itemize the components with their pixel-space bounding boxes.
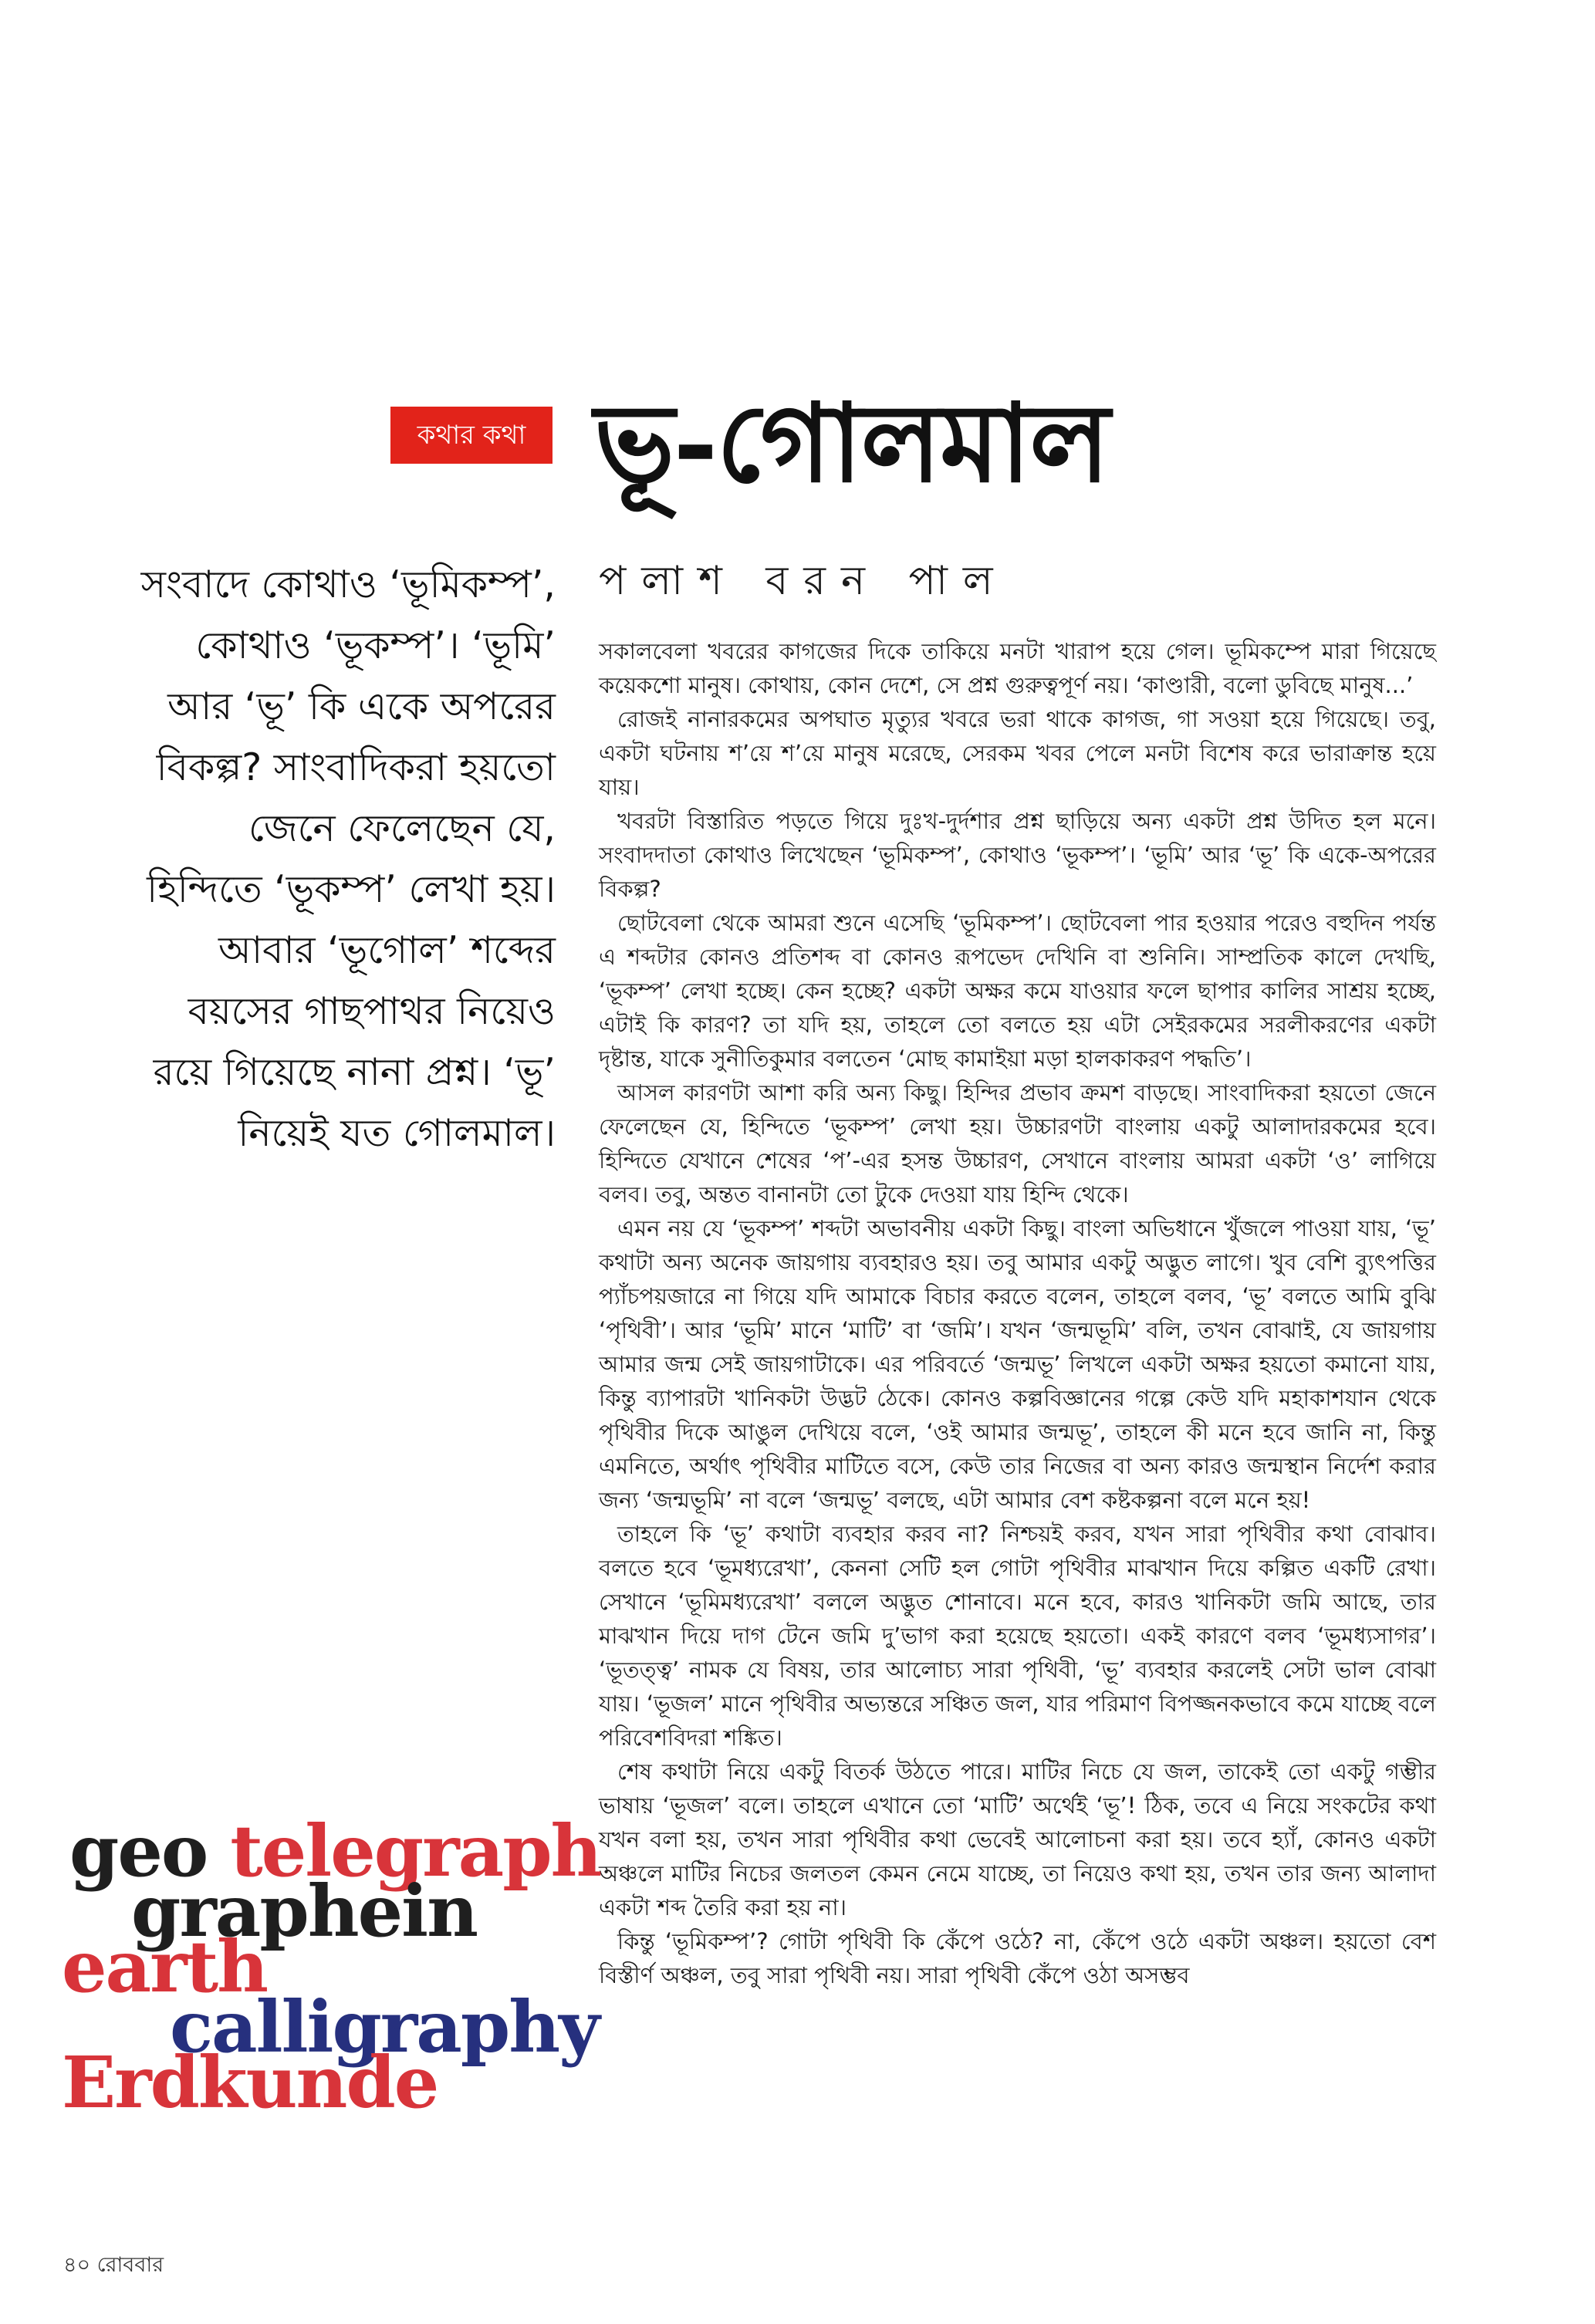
pull-quote: সংবাদে কোথাও ‘ভূমিকম্প’, কোথাও ‘ভূকম্প’। ‘ভূমি’ আর ‘ভূ’ কি একে অপরের বিকল্প? সাংবাদিকরা হয়তো জেনে ফেলেছেন যে, হিন্দিতে ‘ভূকম্প’ লেখা হয়। আবার ‘ভূগোল’ শব্দের বয়সের গাছপাথর নিয়েও রয়ে গিয়েছে নানা প্রশ্ন। ‘ভূ’ নিয়েই যত গোলমাল। <box>140 562 556 1155</box>
word-calligraphy: calligraphy <box>170 1985 599 2069</box>
word-erdkunde: Erdkunde <box>62 2041 438 2124</box>
paragraph-3: খবরটা বিস্তারিত পড়তে গিয়ে দুঃখ-দুর্দশার প্রশ্ন ছাড়িয়ে অন্য একটা প্রশ্ন উদিত হল মনে। সংবাদদাতা কোথাও লিখেছেন ‘ভূমিকম্প’, কোথাও ‘ভূকম্প’। ‘ভূমি’ আর ‘ভূ’ কি একে-অপরের বিকল্প? <box>599 808 1436 902</box>
article-title: ভূ-গোলমাল <box>594 380 1109 507</box>
paragraph-5: আসল কারণটা আশা করি অন্য কিছু। হিন্দির প্রভাব ক্রমশ বাড়ছে। সাংবাদিকরা হয়তো জেনে ফেলেছেন যে, হিন্দিতে ‘ভূকম্প’ লেখা হয়। উচ্চারণটা বাংলায় একটু আলাদারকমের হবে। হিন্দিতে যেখানে শেষের ‘প’-এর হসন্ত উচ্চারণ, সেখানে বাংলায় আমরা একটা ‘ও’ লাগিয়ে বলব। তবু, অন্তত বানানটা তো টুকে দেওয়া যায় হিন্দি থেকে। <box>599 1079 1436 1208</box>
author-byline: পলাশ বরন পাল <box>599 558 1009 604</box>
page-footer <box>63 2251 164 2279</box>
paragraph-4: ছোটবেলা থেকে আমরা শুনে এসেছি ‘ভূমিকম্প’। ছোটবেলা পার হওয়ার পরেও বহুদিন পর্যন্ত এ শব্দটার কোনও প্রতিশব্দ বা কোনও রূপভেদ দেখিনি বা শুনিনি। সাম্প্রতিক কালে দেখছি, ‘ভূকম্প’ লেখা হচ্ছে। কেন হচ্ছে? একটা অক্ষর কমে যাওয়ার ফলে ছাপার কালির সাশ্রয় হচ্ছে, এটাই কি কারণ? তা যদি হয়, তাহলে তো বলতে হয় এটা সেইরকমের সরলীকরণের একটা দৃষ্টান্ত, যাকে সুনীতিকুমার বলতেন ‘মোছ কামাইয়া মড়া হালকাকরণ পদ্ধতি’। <box>599 910 1436 1072</box>
page-number: ৪০ <box>63 2253 91 2277</box>
word-telegraph: telegraph <box>230 1809 601 1893</box>
magazine-name: রোববার <box>96 2253 164 2277</box>
word-graphein: graphein <box>131 1870 477 1953</box>
word-earth: earth <box>62 1925 267 2008</box>
paragraph-2: রোজই নানারকমের অপঘাত মৃত্যুর খবরে ভরা থাকে কাগজ, গা সওয়া হয়ে গিয়েছে। তবু, একটা ঘটনায় শ’য়ে শ’য়ে মানুষ মরেছে, সেরকম খবর পেলে মনটা বিশেষ করে ভারাক্রান্ত হয়ে যায়। <box>599 706 1436 800</box>
paragraph-1: সকালবেলা খবরের কাগজের দিকে তাকিয়ে মনটা খারাপ হয়ে গেল। ভূমিকম্পে মারা গিয়েছে কয়েকশো মানুষ। কোথায়, কোন দেশে, সে প্রশ্ন গুরুত্বপূর্ণ নয়। ‘কাণ্ডারী, বলো ডুবিছে মানুষ...’ <box>599 638 1436 698</box>
word-geo: geo <box>69 1809 208 1893</box>
word-art-illustration <box>62 1809 602 2133</box>
paragraph-9: কিন্তু ‘ভূমিকম্প’? গোটা পৃথিবী কি কেঁপে ওঠে? না, কেঁপে ওঠে একটা অঞ্চল। হয়তো বেশ বিস্তীর্ণ অঞ্চল, তবু সারা পৃথিবী নয়। সারা পৃথিবী কেঁপে ওঠা অসম্ভব <box>599 1928 1436 1988</box>
paragraph-8: শেষ কথাটা নিয়ে একটু বিতর্ক উঠতে পারে। মাটির নিচে যে জল, তাকেই তো একটু গম্ভীর ভাষায় ‘ভূজল’ বলে। তাহলে এখানে তো ‘মাটি’ অর্থেই ‘ভূ’! ঠিক, তবে এ নিয়ে সংকটের কথা যখন বলা হয়, তখন সারা পৃথিবীর কথা ভেবেই আলোচনা করা হয়। তবে হ্যাঁ, কোনও একটা অঞ্চলে মাটির নিচের জলতল কেমন নেমে যাচ্ছে, তা নিয়েও কথা হয়, তখন তার জন্য আলাদা একটা শব্দ তৈরি করা হয় না। <box>599 1758 1436 1920</box>
section-label: কথার কথা <box>390 407 553 464</box>
paragraph-6: এমন নয় যে ‘ভূকম্প’ শব্দটা অভাবনীয় একটা কিছু। বাংলা অভিধানে খুঁজলে পাওয়া যায়, ‘ভূ’ কথাটা অন্য অনেক জায়গায় ব্যবহারও হয়। তবু আমার একটু অদ্ভুত লাগে। খুব বেশি ব্যুৎপত্তির প্যাঁচপয়জারে না গিয়ে যদি আমাকে বিচার করতে বলেন, তাহলে বলব, ‘ভূ’ বলতে আমি বুঝি ‘পৃথিবী’। আর ‘ভূমি’ মানে ‘মাটি’ বা ‘জমি’। যখন ‘জন্মভূমি’ বলি, তখন বোঝাই, যে জায়গায় আমার জন্ম সেই জায়গাটাকে। এর পরিবর্তে ‘জন্মভূ’ লিখলে একটা অক্ষর হয়তো কমানো যায়, কিন্তু ব্যাপারটা খানিকটা উদ্ভট ঠেকে। কোনও কল্পবিজ্ঞানের গল্পে কেউ যদি মহাকাশযান থেকে পৃথিবীর দিকে আঙুল দেখিয়ে বলে, ‘ওই আমার জন্মভূ’, তাহলে কী মনে হবে জানি না, কিন্তু এমনিতে, অর্থাৎ পৃথিবীর মাটিতে বসে, কেউ তার নিজের বা অন্য কারও জন্মস্থান নির্দেশ করার জন্য ‘জন্মভূমি’ না বলে ‘জন্মভূ’ বলছে, এটা আমার বেশ কষ্টকল্পনা বলে মনে হয়! <box>599 1215 1436 1513</box>
paragraph-7: তাহলে কি ‘ভূ’ কথাটা ব্যবহার করব না? নিশ্চয়ই করব, যখন সারা পৃথিবীর কথা বোঝাব। বলতে হবে ‘ভূমধ্যরেখা’, কেননা সেটি হল গোটা পৃথিবীর মাঝখান দিয়ে কল্পিত একটি রেখা। সেখানে ‘ভূমিমধ্যরেখা’ বললে অদ্ভুত শোনাবে। মনে হবে, কারও খানিকটা জমি আছে, তার মাঝখান দিয়ে দাগ টেনে জমি দু’ভাগ করা হয়েছে হয়তো। একই কারণে বলব ‘ভূমধ্যসাগর’। ‘ভূতত্ত্ব’ নামক যে বিষয়, তার আলোচ্য সারা পৃথিবী, ‘ভূ’ ব্যবহার করলেই সেটা ভাল বোঝা যায়। ‘ভূজল’ মানে পৃথিবীর অভ্যন্তরে সঞ্চিত জল, যার পরিমাণ বিপজ্জনকভাবে কমে যাচ্ছে বলে পরিবেশবিদরা শঙ্কিত। <box>599 1521 1436 1751</box>
article-body <box>599 634 1436 1992</box>
